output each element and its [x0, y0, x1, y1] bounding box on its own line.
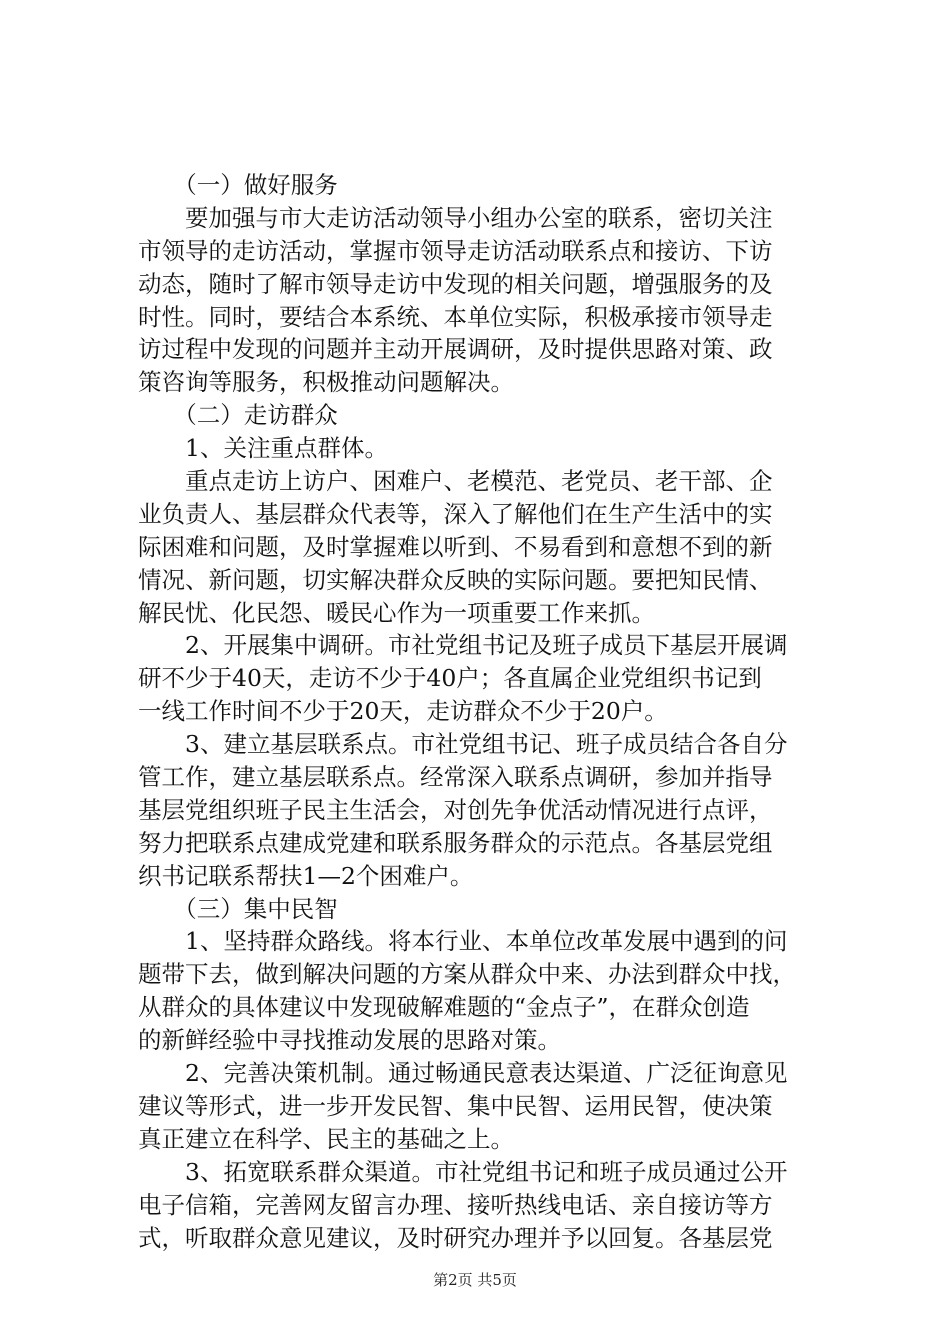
text-line: 一线工作时间不少于20天，走访群众不少于20户。: [138, 697, 668, 726]
text-line: 题带下去，做到解决问题的方案从群众中来、办法到群众中找，: [138, 960, 796, 989]
text-line: 努力把联系点建成党建和联系服务群众的示范点。各基层党组: [138, 828, 773, 857]
text-line: 访过程中发现的问题并主动开展调研，及时提供思路对策、政: [138, 335, 773, 364]
text-line: （一）做好服务: [138, 171, 338, 199]
text-line: 动态，随时了解市领导走访中发现的相关问题，增强服务的及: [138, 269, 773, 298]
text-line: 重点走访上访户、困难户、老模范、老党员、老干部、企: [138, 467, 773, 496]
text-line: 管工作，建立基层联系点。经常深入联系点调研，参加并指导: [138, 763, 773, 792]
text-line: 解民忧、化民怨、暖民心作为一项重要工作来抓。: [138, 598, 655, 627]
text-line: 2、开展集中调研。市社党组书记及班子成员下基层开展调: [138, 631, 788, 660]
text-line: 业负责人、基层群众代表等，深入了解他们在生产生活中的实: [138, 499, 773, 528]
text-line: 从群众的具体建议中发现破解难题的“金点子”，在群众创造: [138, 993, 750, 1022]
text-line: 情况、新问题，切实解决群众反映的实际问题。要把知民情、: [138, 565, 773, 594]
text-line: 1、坚持群众路线。将本行业、本单位改革发展中遇到的问: [138, 927, 788, 956]
text-line: 织书记联系帮扶1—2个困难户。: [138, 861, 474, 890]
text-line: （三）集中民智: [138, 894, 338, 923]
text-line: 时性。同时，要结合本系统、本单位实际，积极承接市领导走: [138, 302, 773, 331]
text-line: 2、完善决策机制。通过畅通民意表达渠道、广泛征询意见: [138, 1059, 788, 1088]
text-line: 策咨询等服务，积极推动问题解决。: [138, 368, 514, 397]
text-line: 基层党组织班子民主生活会，对创先争优活动情况进行点评，: [138, 795, 773, 824]
text-line: 电子信箱，完善网友留言办理、接听热线电话、亲自接访等方: [138, 1190, 773, 1219]
text-line: 式，听取群众意见建议，及时研究办理并予以回复。各基层党: [138, 1223, 773, 1252]
text-line: 的新鲜经验中寻找推动发展的思路对策。: [138, 1026, 561, 1055]
page-footer: 第2页 共5页: [433, 1271, 517, 1289]
text-line: 3、建立基层联系点。市社党组书记、班子成员结合各自分: [138, 730, 788, 759]
text-line: 3、拓宽联系群众渠道。市社党组书记和班子成员通过公开: [138, 1157, 788, 1186]
text-line: 真正建立在科学、民主的基础之上。: [138, 1124, 514, 1153]
text-line: 际困难和问题，及时掌握难以听到、不易看到和意想不到的新: [138, 532, 773, 561]
text-line: 建议等形式，进一步开发民智、集中民智、运用民智，使决策: [138, 1091, 773, 1120]
document-body: [138, 169, 824, 1254]
text-line: 1、关注重点群体。: [138, 434, 388, 463]
text-line: （二）走访群众: [138, 401, 338, 430]
text-line: 市领导的走访活动，掌握市领导走访活动联系点和接访、下访: [138, 236, 773, 265]
text-line: 要加强与市大走访活动领导小组办公室的联系，密切关注: [138, 203, 773, 232]
text-line: 研不少于40天，走访不少于40户；各直属企业党组织书记到: [138, 664, 762, 693]
